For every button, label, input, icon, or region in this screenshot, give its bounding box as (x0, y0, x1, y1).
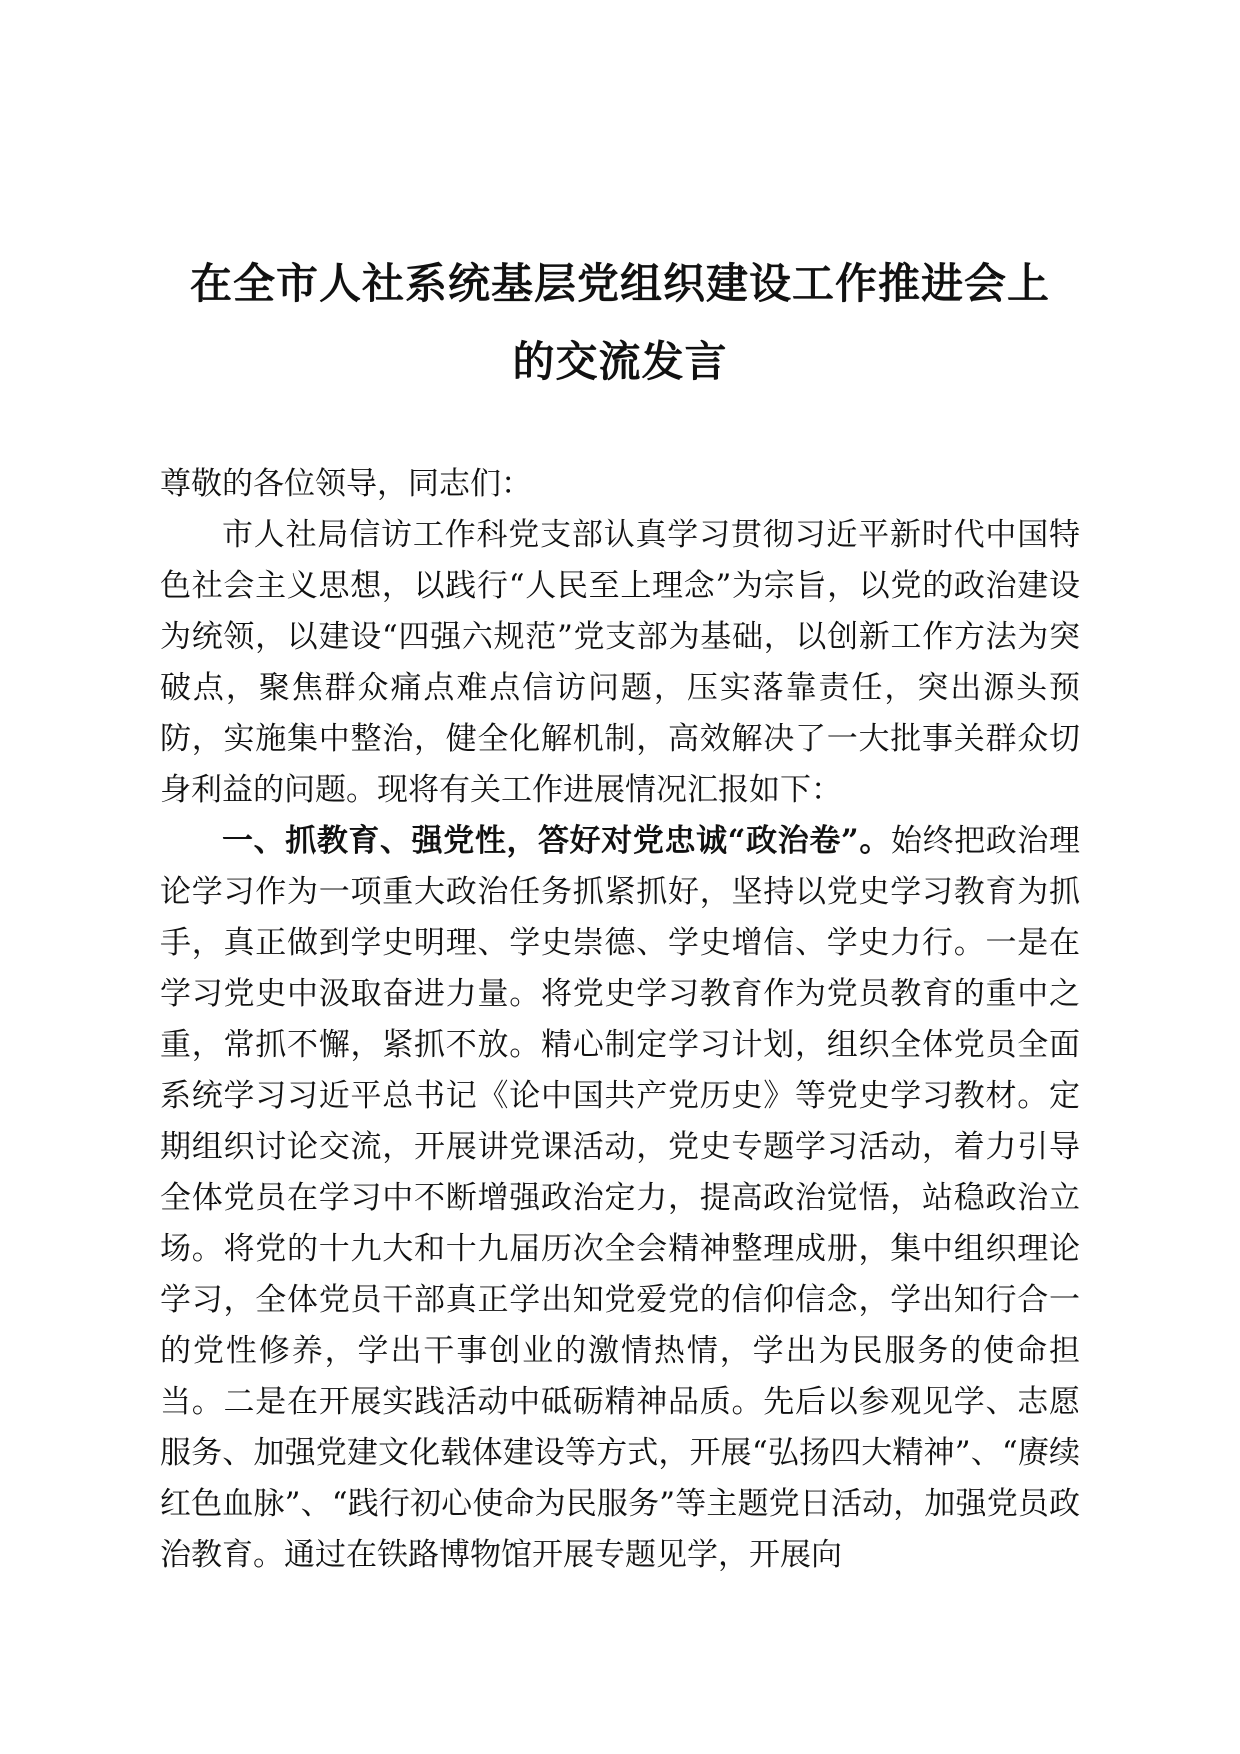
intro-paragraph: 市人社局信访工作科党支部认真学习贯彻习近平新时代中国特色社会主义思想，以践行“人民至上理念”为宗旨，以党的政治建设为统领，以建设“四强六规范”党支部为基础，以创新工作方法为突破点，聚焦群众痛点难点信访问题，压实落靠责任，突出源头预防，实施集中整治，健全化解机制，高效解决了一大批事关群众切身利益的问题。现将有关工作进展情况汇报如下： (160, 517, 1080, 808)
section-1-body: 始终把政治理论学习作为一项重大政治任务抓紧抓好，坚持以党史学习教育为抓手，真正做到学史明理、学史崇德、学史增信、学史力行。一是在学习党史中汲取奋进力量。将党史学习教育作为党员教育的重中之重，常抓不懈，紧抓不放。精心制定学习计划，组织全体党员全面系统学习习近平总书记《论中国共产党历史》等党史学习教材。定期组织讨论交流，开展讲党课活动，党史专题学习活动，着力引导全体党员在学习中不断增强政治定力，提高政治觉悟，站稳政治立场。将党的十九大和十九届历次全会精神整理成册，集中组织理论学习，全体党员干部真正学出知党爱党的信仰信念，学出知行合一的党性修养，学出干事创业的激情热情，学出为民服务的使命担当。二是在开展实践活动中砥砺精神品质。先后以参观见学、志愿服务、加强党建文化载体建设等方式，开展“弘扬四大精神”、“赓续红色血脉”、“践行初心使命为民服务”等主题党日活动，加强党员政治教育。通过在铁路博物馆开展专题见学，开展向 (160, 823, 1080, 1573)
document-body (160, 459, 1080, 1581)
salutation: 尊敬的各位领导，同志们： (160, 466, 532, 502)
title-line-1: 在全市人社系统基层党组织建设工作推进会上 (189, 259, 1050, 308)
section-1-paragraph (160, 816, 1080, 1581)
section-1-heading: 一、抓教育、强党性，答好对党忠诚“政治卷”。 (222, 823, 891, 859)
title-line-2: 的交流发言 (512, 337, 728, 386)
document-title (160, 245, 1080, 401)
document-page (160, 245, 1080, 1581)
